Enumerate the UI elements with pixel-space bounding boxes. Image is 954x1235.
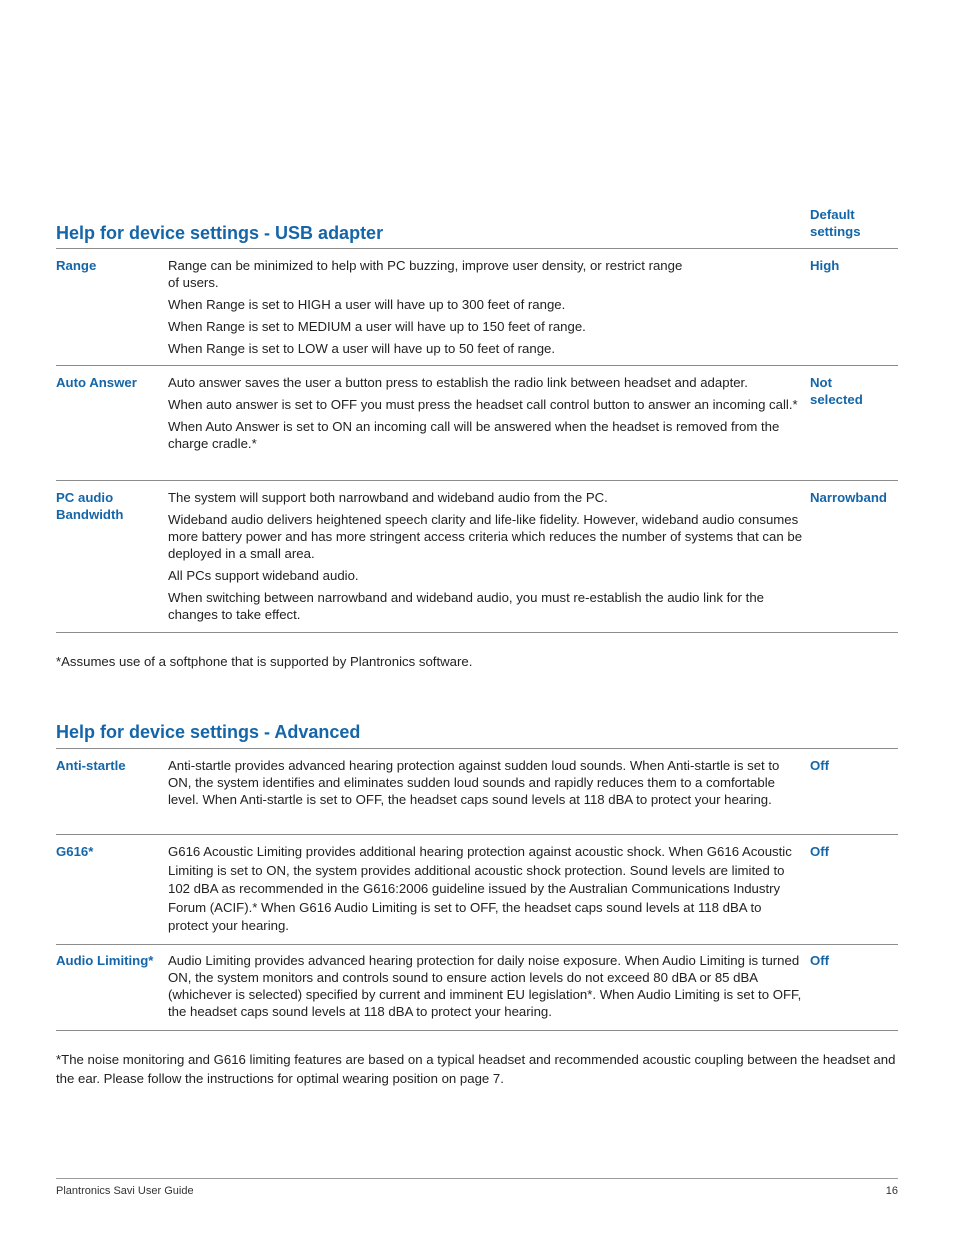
row-label-pc-audio-bandwidth xyxy=(56,489,164,523)
range-desc-line1: Range can be minimized to help with PC buzzing, improve user density, or restrict range xyxy=(168,258,683,273)
row-label-audio-limiting: Audio Limiting* xyxy=(56,953,154,968)
footer-divider xyxy=(56,1178,898,1179)
divider xyxy=(56,632,898,633)
divider xyxy=(56,944,898,945)
pc-audio-desc-1: The system will support both narrowband and wideband audio from the PC. xyxy=(168,490,608,505)
range-desc-medium: When Range is set to MEDIUM a user will have up to 150 feet of range. xyxy=(168,319,586,334)
auto-answer-desc-2: When auto answer is set to OFF you must press the headset call control button to answer an incoming call.* xyxy=(168,397,798,412)
row-default-auto-answer xyxy=(810,374,898,408)
auto-answer-desc-3: When Auto Answer is set to ON an incoming call will be answered when the headset is removed from the charge cradle.* xyxy=(168,419,780,451)
default-settings-header xyxy=(810,206,898,240)
auto-answer-default-line1: Not xyxy=(810,375,832,390)
row-desc-range xyxy=(168,257,804,362)
row-default-pc-audio-bandwidth: Narrowband xyxy=(810,490,887,505)
footnote-softphone: *Assumes use of a softphone that is supported by Plantronics software. xyxy=(56,654,473,669)
row-desc-audio-limiting: Audio Limiting provides advanced hearing protection for daily noise exposure. When Audio Limiting is turned ON, the system monitors and controls sound to ensure action levels do not exceed 80 dBA or 85 dBA (whichever is selected) specified by current and imminent EU legislation*. When Audio Limiting is set to OFF, the headset caps sound levels at 118 dBA to protect your hearing. xyxy=(168,953,802,1019)
row-label-g616: G616* xyxy=(56,844,94,859)
range-desc-line2: of users. xyxy=(168,275,219,290)
range-desc-low: When Range is set to LOW a user will have up to 50 feet of range. xyxy=(168,341,556,356)
row-default-audio-limiting: Off xyxy=(810,953,830,968)
row-label-auto-answer: Auto Answer xyxy=(56,375,137,390)
pc-audio-desc-4: When switching between narrowband and wideband audio, you must re-establish the audio link for the changes to take effect. xyxy=(168,590,764,622)
divider xyxy=(56,748,898,749)
range-desc-high: When Range is set to HIGH a user will have up to 300 feet of range. xyxy=(168,297,566,312)
footer-guide-title: Plantronics Savi User Guide xyxy=(56,1185,194,1197)
row-desc-pc-audio-bandwidth xyxy=(168,489,804,628)
row-desc-anti-startle: Anti-startle provides advanced hearing protection against sudden loud sounds. When Anti-startle is set to ON, the system identifies and eliminates sudden loud sounds and rapidly reduces them to a comfortable level. When Anti-startle is set to OFF, the headset caps sound levels at 118 dBA to protect your hearing. xyxy=(168,758,780,807)
auto-answer-default-line2: selected xyxy=(810,392,863,407)
row-desc-auto-answer xyxy=(168,374,804,457)
row-desc-g616: G616 Acoustic Limiting provides additional hearing protection against acoustic shock. When G616 Acoustic Limiting is set to ON, the system provides additional acoustic shock protection. Sound levels are limited to 102 dBA as recommended in the G616:2006 guideline issued by the Australian Communications Industry Forum (ACIF).* When G616 Audio Limiting is set to OFF, the headset caps sound levels at 118 dBA to protect your hearing. xyxy=(168,844,792,934)
pc-audio-label-line2: Bandwidth xyxy=(56,507,124,522)
page-number: 16 xyxy=(885,1185,898,1197)
row-default-g616: Off xyxy=(810,844,830,859)
section-usb-title: Help for device settings - USB adapter xyxy=(56,223,384,243)
row-label-anti-startle: Anti-startle xyxy=(56,758,126,773)
footnote-noise-monitoring: *The noise monitoring and G616 limiting features are based on a typical headset and recommended acoustic coupling between the headset and the ear. Please follow the instructions for optimal wearing position on page 7. xyxy=(56,1052,896,1086)
divider xyxy=(56,480,898,481)
pc-audio-desc-3: All PCs support wideband audio. xyxy=(168,568,359,583)
row-label-range: Range xyxy=(56,258,97,273)
pc-audio-desc-2: Wideband audio delivers heightened speech clarity and life-like fidelity. However, wideband audio consumes more battery power and has more stringent access criteria which reduces the number of systems that can be deployed in a small area. xyxy=(168,512,803,561)
row-default-anti-startle: Off xyxy=(810,758,830,773)
default-settings-header-line1: Default xyxy=(810,207,855,222)
divider xyxy=(56,834,898,835)
default-settings-header-line2: settings xyxy=(810,224,861,239)
section-advanced-title: Help for device settings - Advanced xyxy=(56,722,361,742)
auto-answer-desc-1: Auto answer saves the user a button press to establish the radio link between headset and adapter. xyxy=(168,375,748,390)
pc-audio-label-line1: PC audio xyxy=(56,490,114,505)
divider xyxy=(56,365,898,366)
row-default-range: High xyxy=(810,258,840,273)
divider xyxy=(56,1030,898,1031)
divider xyxy=(56,248,898,249)
